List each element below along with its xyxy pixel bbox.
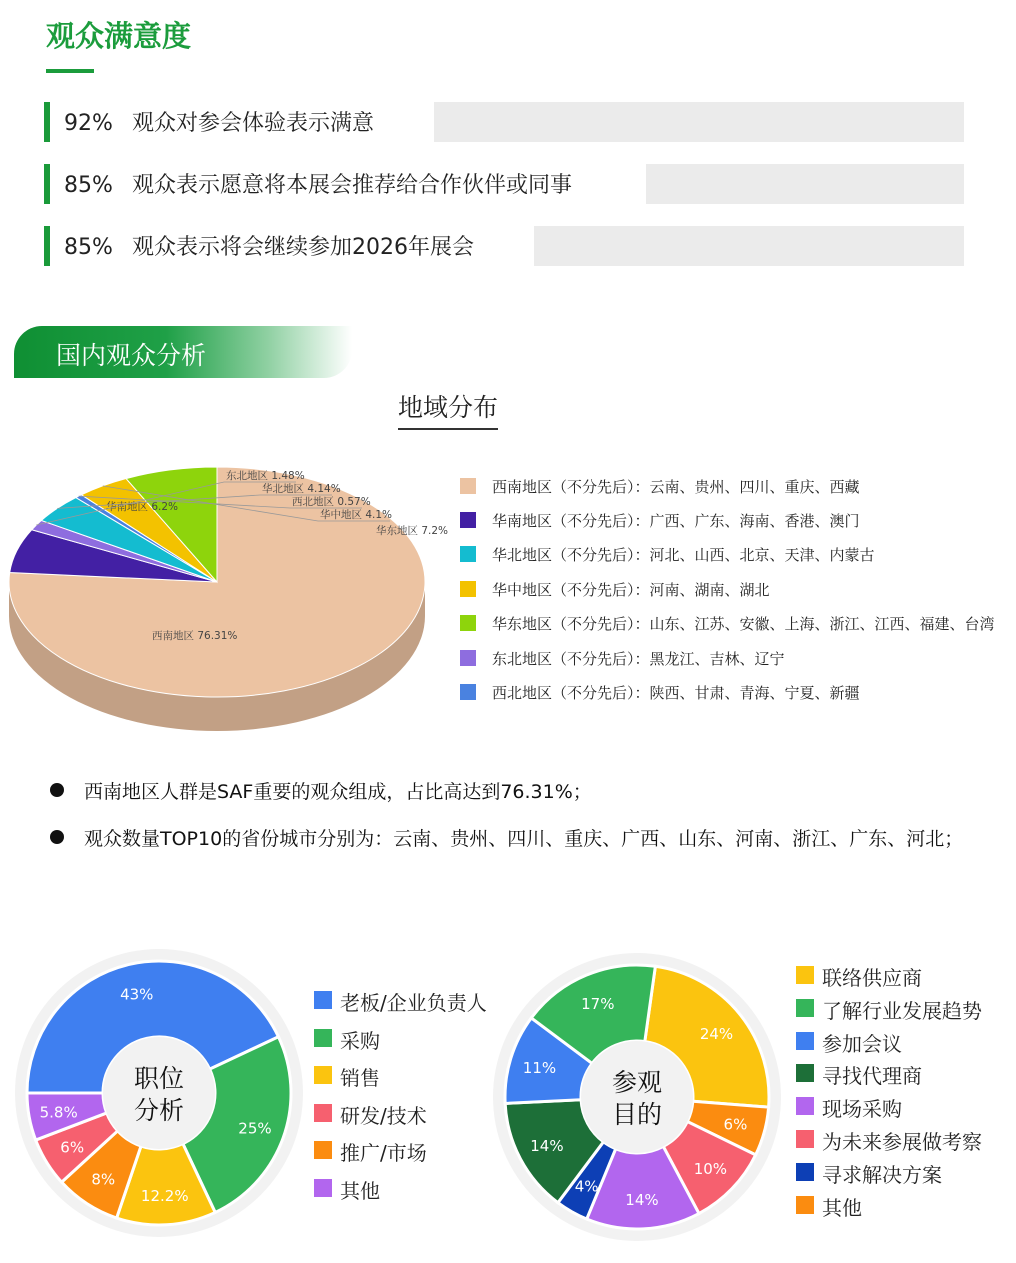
title-underline [46,69,94,73]
legend-label: 了解行业发展趋势 [822,998,982,1023]
legend-swatch [796,1130,814,1148]
region-pie-chart [0,455,460,735]
legend-label: 为未来参展做考察 [822,1130,982,1154]
legend-swatch [460,478,476,494]
bullet-dot-icon [50,830,64,844]
donut-slice-label: 10% [693,1159,728,1178]
donut-slice-label: 24% [699,1025,734,1044]
donut-center-title: 目的 [611,1100,663,1129]
summary-bullet [50,777,592,804]
donut-slice-label: 6% [60,1138,85,1157]
legend-swatch [796,1032,814,1050]
legend-label: 采购 [340,1028,380,1053]
pie-slice-label: 西南地区 76.31% [152,630,238,642]
section-banner [14,326,352,378]
pie-slice-label: 西北地区 0.57% [292,496,371,508]
legend-label: 寻求解决方案 [822,1162,942,1187]
legend-label: 华中地区（不分先后）：河南、湖南、湖北 [492,581,770,599]
legend-label: 销售 [340,1066,380,1091]
legend-swatch [460,650,476,666]
pie-slice-label: 东北地区 1.48% [226,470,305,482]
donut-slice-label: 14% [625,1190,659,1209]
donut-slice-label: 14% [530,1136,564,1155]
legend-label: 华东地区（不分先后）：山东、江苏、安徽、上海、浙江、江西、福建、台湾 [492,615,995,633]
legend-swatch [314,1141,332,1159]
donut-center-title: 分析 [133,1096,185,1125]
legend-swatch [314,1104,332,1122]
legend-swatch [314,1029,332,1047]
legend-swatch [796,1064,814,1082]
legend-label: 西南地区（不分先后）：云南、贵州、四川、重庆、西藏 [492,478,860,496]
visit-purpose-donut-chart [492,952,782,1242]
legend-label: 现场采购 [822,1097,902,1122]
job-position-donut-chart [14,948,304,1238]
legend-label: 东北地区（不分先后）：黑龙江、吉林、辽宁 [492,650,785,668]
satisfaction-row [44,164,966,204]
satisfaction-row [44,102,966,142]
legend-label: 研发/技术 [340,1103,427,1128]
legend-label: 联络供应商 [822,966,922,990]
legend-label: 华北地区（不分先后）：河北、山西、北京、天津、内蒙古 [492,546,875,564]
donut-slice-label: 5.8% [39,1103,78,1122]
legend-swatch [796,1196,814,1214]
pie-slice-label: 华东地区 7.2% [376,525,449,537]
legend-swatch [796,966,814,984]
donut-slice-label: 8% [91,1170,116,1189]
legend-label: 老板/企业负责人 [340,991,487,1015]
satisfaction-percent: 85% [64,173,113,198]
legend-swatch [314,1179,332,1197]
satisfaction-bar-track [434,102,964,142]
row-accent-bar [44,226,50,266]
legend-label: 华南地区（不分先后）：广西、广东、海南、香港、澳门 [492,512,860,530]
legend-swatch [796,999,814,1017]
banner-title: 国内观众分析 [56,341,207,370]
pie-slice-label: 华南地区 6.2% [106,501,179,513]
bullet-text: 观众数量TOP10的省份城市分别为：云南、贵州、四川、重庆、广西、山东、河南、浙江、广东、河北； [84,828,964,850]
bullet-dot-icon [50,783,64,797]
donut-center-title: 职位 [133,1064,185,1093]
satisfaction-percent: 92% [64,111,113,136]
donut-slice-label: 4% [574,1177,599,1196]
chart-title-region: 地域分布 [398,388,498,430]
pie-slice-label: 华中地区 4.1% [320,509,393,521]
donut-slice-label: 17% [581,994,615,1013]
legend-swatch [314,991,332,1009]
donut-center-title: 参观 [611,1068,663,1097]
pie-slice-label: 华北地区 4.14% [262,483,341,495]
row-accent-bar [44,102,50,142]
section-title-satisfaction: 观众满意度 [46,19,192,53]
legend-label: 参加会议 [822,1031,902,1056]
legend-swatch [796,1163,814,1181]
legend-label: 西北地区（不分先后）：陕西、甘肃、青海、宁夏、新疆 [492,684,860,702]
satisfaction-percent: 85% [64,235,113,260]
legend-label: 其他 [822,1195,862,1220]
satisfaction-statement: 观众对参会体验表示满意 [132,111,375,136]
legend-swatch [314,1066,332,1084]
donut-center [103,1037,215,1149]
legend-label: 推广/市场 [340,1141,427,1166]
donut-slice-label: 11% [522,1059,557,1078]
bullet-text: 西南地区人群是SAF重要的观众组成，占比高达到76.31%； [84,781,592,803]
donut-slice-label: 6% [723,1115,748,1134]
satisfaction-statement: 观众表示愿意将本展会推荐给合作伙伴或同事 [132,173,573,198]
donut-slice-label: 43% [120,985,154,1004]
legend-swatch [796,1097,814,1115]
donut-center [581,1041,693,1153]
legend-swatch [460,512,476,528]
legend-swatch [460,684,476,700]
legend-swatch [460,581,476,597]
summary-bullet [50,824,963,851]
satisfaction-statement: 观众表示将会继续参加2026年展会 [132,235,474,260]
donut-slice-label: 12.2% [140,1186,189,1205]
legend-swatch [460,615,476,631]
satisfaction-row [44,226,966,266]
satisfaction-bar-track [646,164,964,204]
legend-swatch [460,546,476,562]
legend-label: 其他 [340,1179,380,1203]
donut-slice-label: 25% [238,1119,272,1138]
satisfaction-bar-track [534,226,964,266]
row-accent-bar [44,164,50,204]
legend-label: 寻找代理商 [822,1064,922,1089]
